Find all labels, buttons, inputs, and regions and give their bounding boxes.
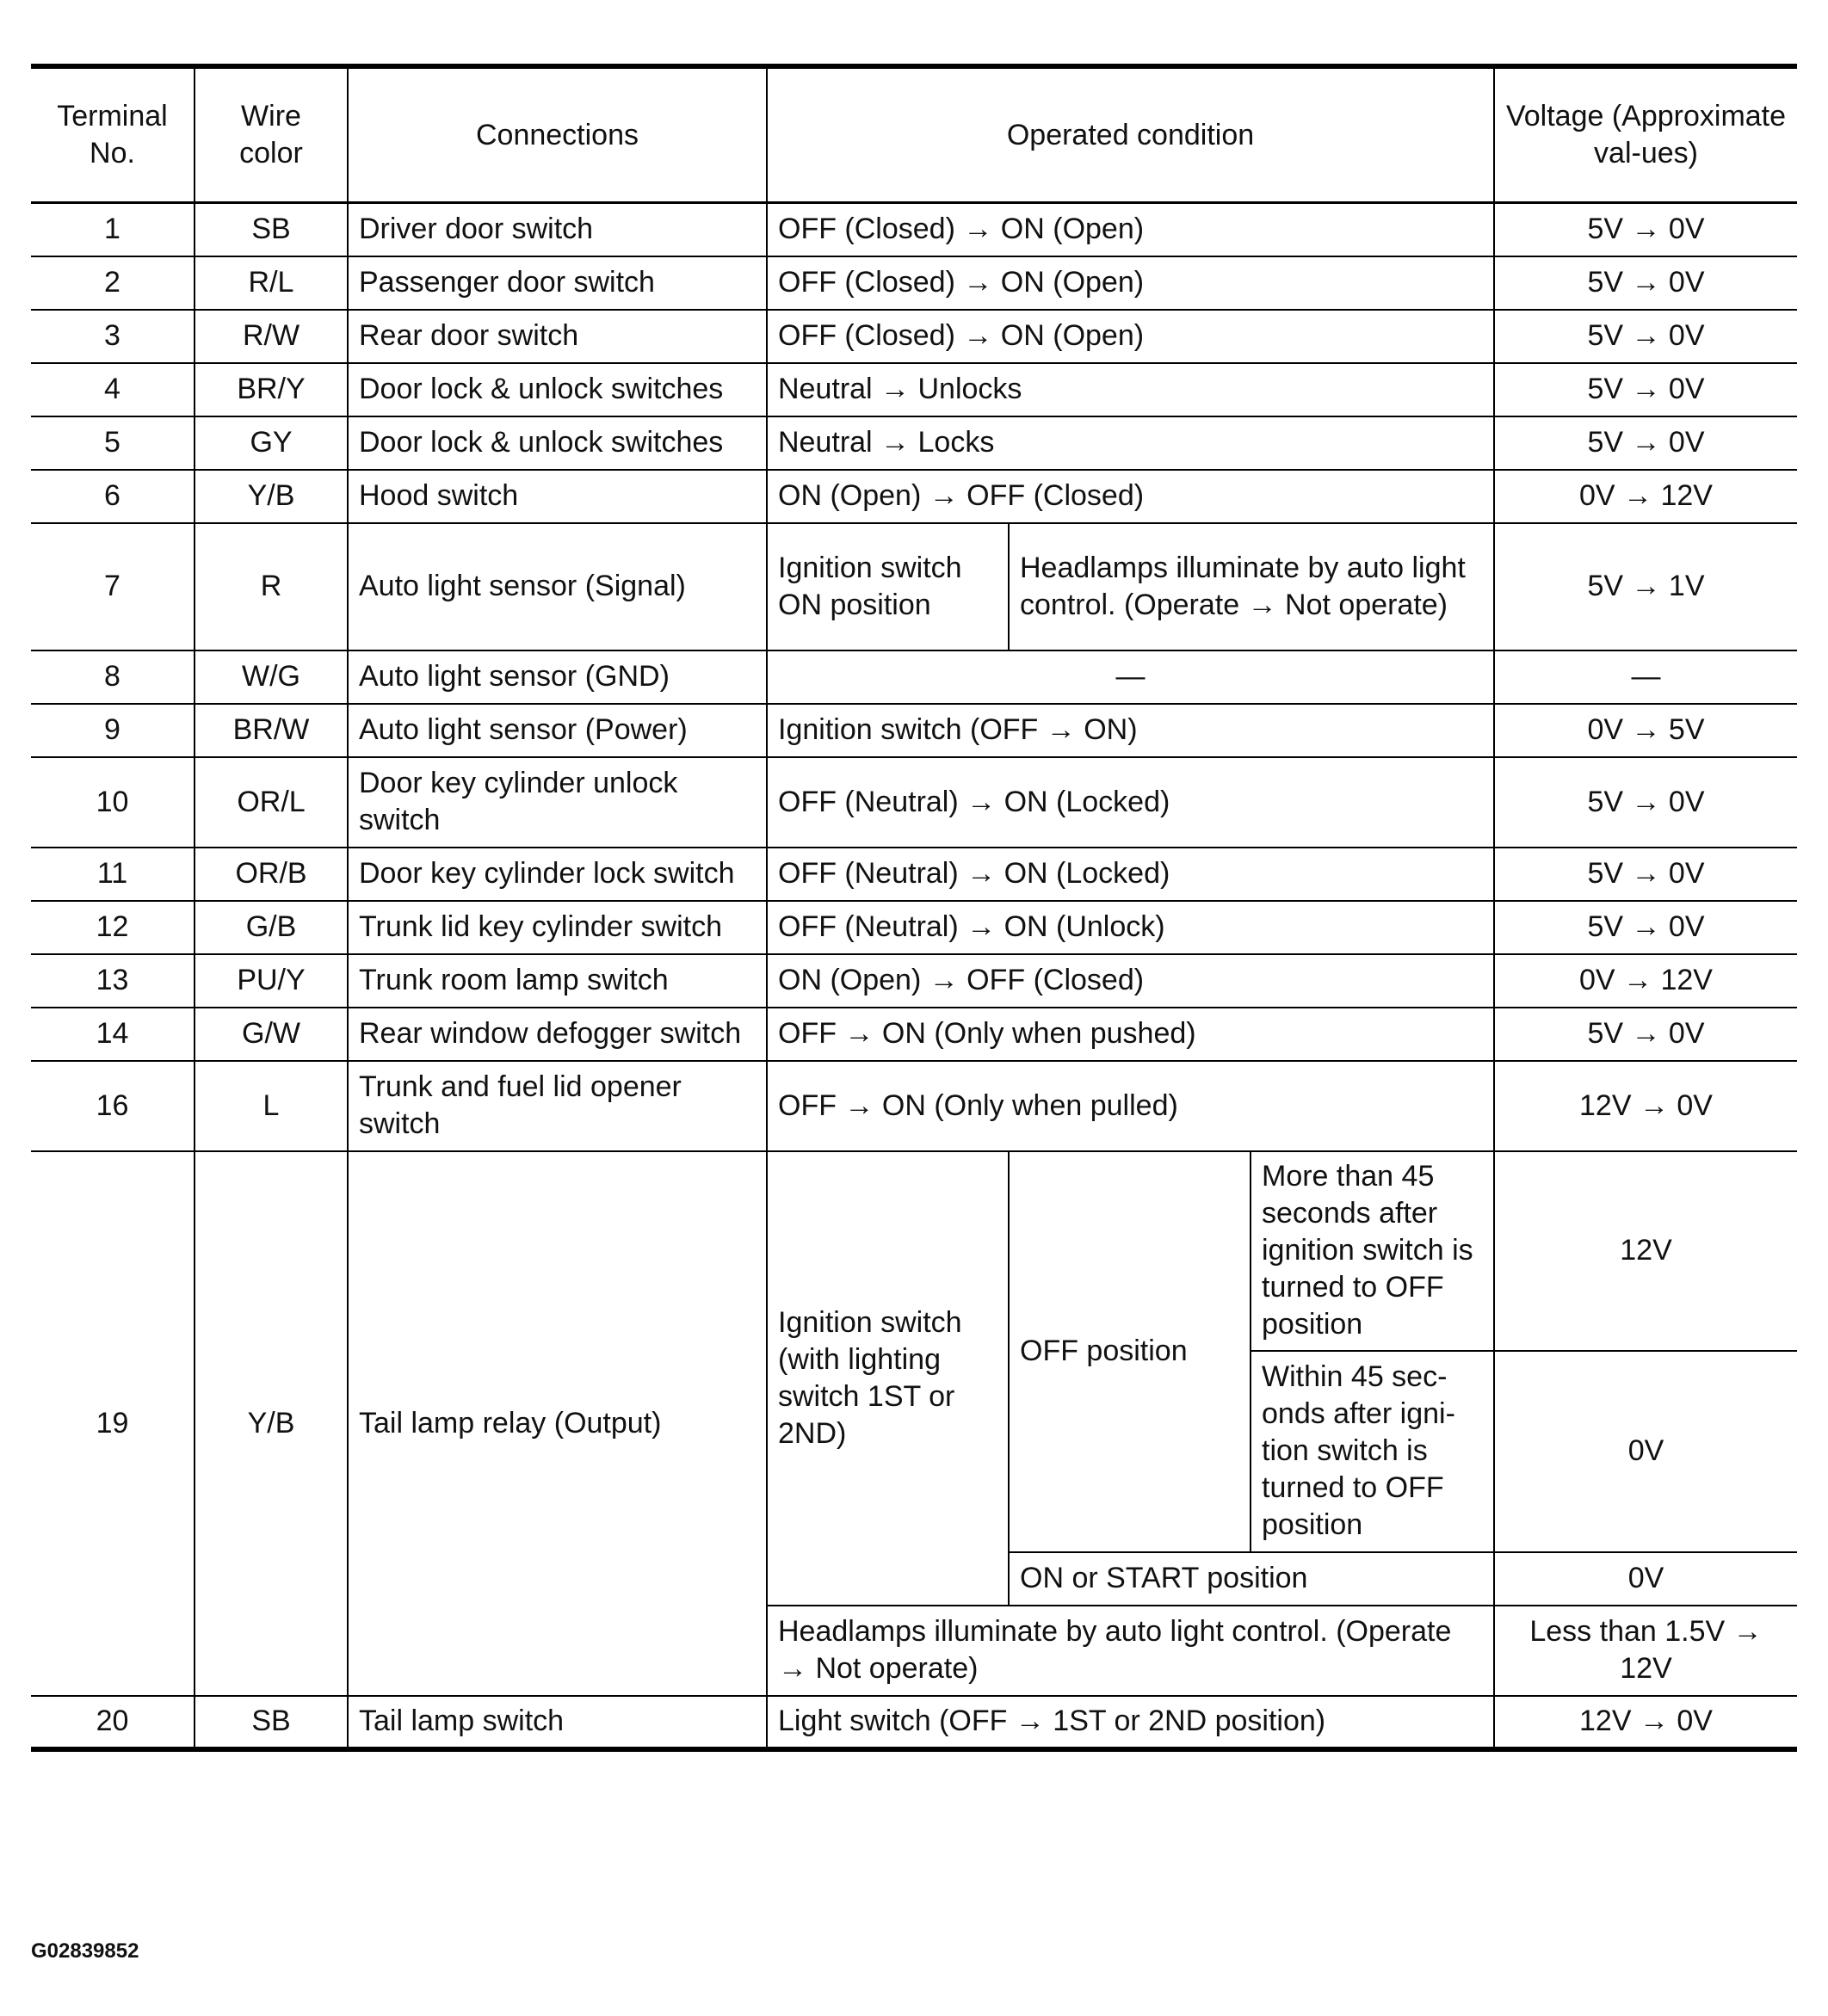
condition-cell-more-than-45: More than 45 seconds after ignition switch is turned to OFF position xyxy=(1251,1151,1494,1351)
voltage-cell: 0V xyxy=(1494,1552,1797,1606)
voltage-cell: 0V → 12V xyxy=(1494,470,1797,523)
condition-cell-headlamps: Headlamps illuminate by auto light control. (Operate → Not operate) xyxy=(1009,523,1494,650)
table-row xyxy=(31,1151,1797,1351)
terminal-cell: 3 xyxy=(31,310,195,363)
condition-cell-within-45: Within 45 sec-onds after igni-tion switch is turned to OFF position xyxy=(1251,1351,1494,1552)
table-row xyxy=(31,650,1797,704)
condition-cell: Light switch (OFF → 1ST or 2ND position) xyxy=(767,1696,1494,1749)
connection-cell: Door key cylinder lock switch xyxy=(348,848,767,901)
table-row xyxy=(31,416,1797,470)
connection-cell: Rear window defogger switch xyxy=(348,1008,767,1061)
table-row xyxy=(31,203,1797,256)
wire-color-cell: SB xyxy=(195,203,348,256)
wire-color-cell: OR/B xyxy=(195,848,348,901)
table-row xyxy=(31,1061,1797,1151)
connection-cell: Auto light sensor (GND) xyxy=(348,650,767,704)
table-row xyxy=(31,523,1797,650)
header-row xyxy=(31,66,1797,203)
voltage-cell: 0V → 5V xyxy=(1494,704,1797,757)
table-row xyxy=(31,310,1797,363)
wire-color-cell: R/L xyxy=(195,256,348,310)
voltage-cell: 0V xyxy=(1494,1351,1797,1552)
condition-cell-on-start: ON or START position xyxy=(1009,1552,1494,1606)
connection-cell: Door lock & unlock switches xyxy=(348,363,767,416)
condition-cell: OFF (Neutral) → ON (Unlock) xyxy=(767,901,1494,954)
wire-color-cell: L xyxy=(195,1061,348,1151)
terminal-cell: 1 xyxy=(31,203,195,256)
condition-cell-ignition: Ignition switch (with lighting switch 1ST or 2ND) xyxy=(767,1151,1009,1606)
connection-cell: Hood switch xyxy=(348,470,767,523)
voltage-cell: 5V → 0V xyxy=(1494,203,1797,256)
wire-color-cell: GY xyxy=(195,416,348,470)
wire-color-cell: PU/Y xyxy=(195,954,348,1008)
table-row xyxy=(31,954,1797,1008)
terminal-cell: 20 xyxy=(31,1696,195,1749)
voltage-cell: 5V → 0V xyxy=(1494,901,1797,954)
condition-cell: — xyxy=(767,650,1494,704)
condition-cell-off-position: OFF position xyxy=(1009,1151,1251,1552)
condition-cell-headlamps: Headlamps illuminate by auto light control. (Operate → Not operate) xyxy=(767,1606,1494,1696)
terminal-cell: 11 xyxy=(31,848,195,901)
condition-cell: ON (Open) → OFF (Closed) xyxy=(767,470,1494,523)
condition-cell: ON (Open) → OFF (Closed) xyxy=(767,954,1494,1008)
voltage-cell: 5V → 0V xyxy=(1494,416,1797,470)
connection-cell: Passenger door switch xyxy=(348,256,767,310)
connection-cell: Rear door switch xyxy=(348,310,767,363)
voltage-cell: 0V → 12V xyxy=(1494,954,1797,1008)
wire-color-cell: G/W xyxy=(195,1008,348,1061)
condition-cell: Neutral → Locks xyxy=(767,416,1494,470)
voltage-cell: 12V xyxy=(1494,1151,1797,1351)
header-operated-condition: Operated condition xyxy=(767,66,1494,203)
condition-cell-ignition: Ignition switch ON position xyxy=(767,523,1009,650)
condition-cell: OFF → ON (Only when pushed) xyxy=(767,1008,1494,1061)
voltage-cell: 5V → 0V xyxy=(1494,256,1797,310)
connection-cell: Auto light sensor (Power) xyxy=(348,704,767,757)
condition-cell: OFF (Neutral) → ON (Locked) xyxy=(767,757,1494,848)
terminal-cell: 9 xyxy=(31,704,195,757)
table-row xyxy=(31,704,1797,757)
condition-cell: OFF (Neutral) → ON (Locked) xyxy=(767,848,1494,901)
header-terminal: Terminal No. xyxy=(31,66,195,203)
voltage-cell: 5V → 0V xyxy=(1494,363,1797,416)
condition-cell: OFF (Closed) → ON (Open) xyxy=(767,310,1494,363)
header-voltage: Voltage (Approximate val-ues) xyxy=(1494,66,1797,203)
terminal-cell: 12 xyxy=(31,901,195,954)
voltage-cell: 5V → 0V xyxy=(1494,757,1797,848)
voltage-cell: 12V → 0V xyxy=(1494,1061,1797,1151)
voltage-cell: 5V → 0V xyxy=(1494,848,1797,901)
terminal-cell: 16 xyxy=(31,1061,195,1151)
wire-color-cell: OR/L xyxy=(195,757,348,848)
voltage-cell: Less than 1.5V → 12V xyxy=(1494,1606,1797,1696)
figure-id-label: G02839852 xyxy=(31,1939,139,1963)
table-row xyxy=(31,363,1797,416)
table-row xyxy=(31,848,1797,901)
voltage-cell: 5V → 0V xyxy=(1494,310,1797,363)
wire-color-cell: R xyxy=(195,523,348,650)
wire-color-cell: Y/B xyxy=(195,1151,348,1696)
table-row xyxy=(31,901,1797,954)
connection-cell: Trunk room lamp switch xyxy=(348,954,767,1008)
wire-color-cell: BR/Y xyxy=(195,363,348,416)
connection-cell: Tail lamp relay (Output) xyxy=(348,1151,767,1696)
voltage-cell: 5V → 0V xyxy=(1494,1008,1797,1061)
terminal-cell: 8 xyxy=(31,650,195,704)
terminal-cell: 14 xyxy=(31,1008,195,1061)
terminal-cell: 7 xyxy=(31,523,195,650)
table-row xyxy=(31,256,1797,310)
terminal-cell: 5 xyxy=(31,416,195,470)
voltage-cell: 12V → 0V xyxy=(1494,1696,1797,1749)
condition-cell: OFF (Closed) → ON (Open) xyxy=(767,256,1494,310)
terminal-cell: 13 xyxy=(31,954,195,1008)
voltage-cell: 5V → 1V xyxy=(1494,523,1797,650)
wire-color-cell: BR/W xyxy=(195,704,348,757)
wire-color-cell: Y/B xyxy=(195,470,348,523)
terminal-cell: 4 xyxy=(31,363,195,416)
terminal-cell: 10 xyxy=(31,757,195,848)
condition-cell: OFF → ON (Only when pulled) xyxy=(767,1061,1494,1151)
connection-cell: Auto light sensor (Signal) xyxy=(348,523,767,650)
table-row xyxy=(31,757,1797,848)
connection-cell: Tail lamp switch xyxy=(348,1696,767,1749)
connection-cell: Driver door switch xyxy=(348,203,767,256)
voltage-cell: — xyxy=(1494,650,1797,704)
header-wire-color: Wire color xyxy=(195,66,348,203)
wire-color-cell: SB xyxy=(195,1696,348,1749)
condition-cell: Neutral → Unlocks xyxy=(767,363,1494,416)
wire-color-cell: G/B xyxy=(195,901,348,954)
connection-cell: Door key cylinder unlock switch xyxy=(348,757,767,848)
terminal-table xyxy=(31,64,1797,1752)
connection-cell: Trunk lid key cylinder switch xyxy=(348,901,767,954)
wire-color-cell: W/G xyxy=(195,650,348,704)
table-row xyxy=(31,1696,1797,1749)
wire-color-cell: R/W xyxy=(195,310,348,363)
terminal-cell: 19 xyxy=(31,1151,195,1696)
table-row xyxy=(31,1008,1797,1061)
terminal-cell: 6 xyxy=(31,470,195,523)
connection-cell: Trunk and fuel lid opener switch xyxy=(348,1061,767,1151)
condition-cell: OFF (Closed) → ON (Open) xyxy=(767,203,1494,256)
header-connections: Connections xyxy=(348,66,767,203)
condition-cell: Ignition switch (OFF → ON) xyxy=(767,704,1494,757)
terminal-cell: 2 xyxy=(31,256,195,310)
connection-cell: Door lock & unlock switches xyxy=(348,416,767,470)
table-row xyxy=(31,470,1797,523)
